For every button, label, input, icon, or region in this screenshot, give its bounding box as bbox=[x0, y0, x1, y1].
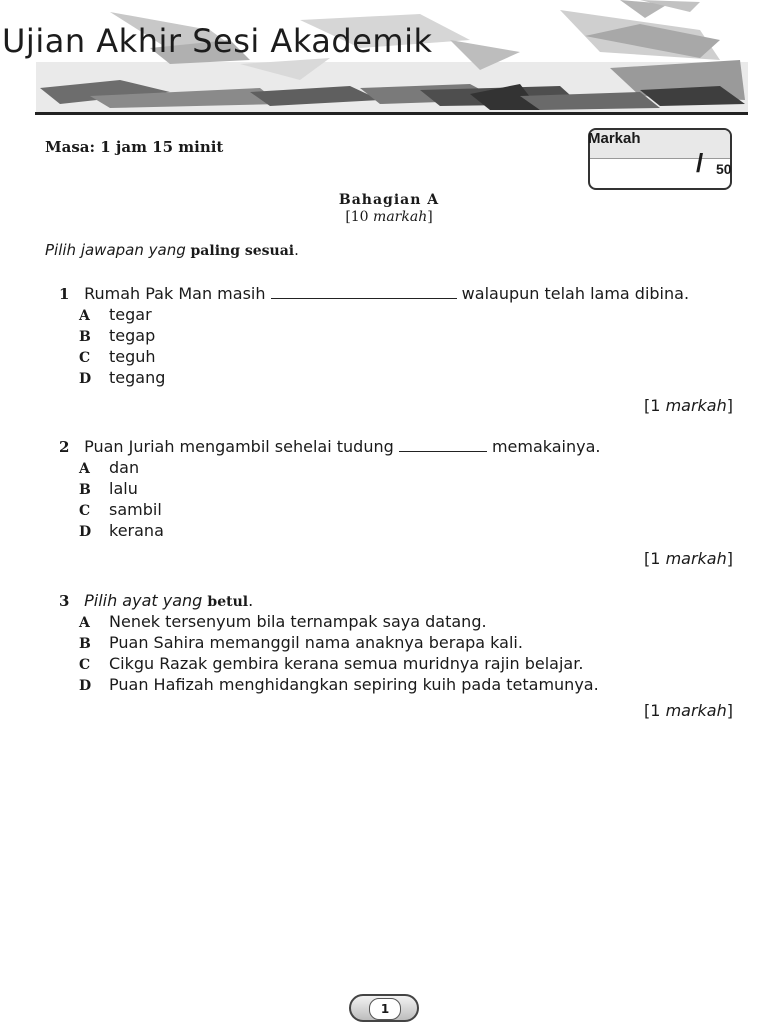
option-a[interactable]: A Nenek tersenyum bila ternampak saya datang. bbox=[79, 612, 487, 631]
section-marks: [10 markah] bbox=[345, 209, 433, 225]
section-heading bbox=[0, 192, 768, 225]
option-c[interactable]: C sambil bbox=[79, 500, 162, 519]
option-a[interactable]: A tegar bbox=[79, 305, 152, 324]
question-number: 2 bbox=[59, 438, 70, 456]
instruction-emphasis: paling sesuai bbox=[190, 243, 295, 259]
score-slash: / bbox=[696, 148, 704, 178]
score-total: 50 bbox=[716, 161, 732, 177]
option-a[interactable]: A dan bbox=[79, 458, 140, 477]
question-number: 1 bbox=[59, 285, 70, 303]
question-text-end: walaupun telah lama dibina. bbox=[461, 284, 690, 303]
question-emphasis: betul bbox=[207, 594, 249, 610]
question-text-end: memakainya. bbox=[491, 437, 601, 456]
option-c[interactable]: C teguh bbox=[79, 347, 156, 366]
page-header bbox=[0, 0, 768, 118]
question-marks: [1 markah] bbox=[644, 549, 733, 568]
option-d[interactable]: D tegang bbox=[79, 368, 166, 387]
option-b[interactable]: B lalu bbox=[79, 479, 138, 498]
option-c[interactable]: C Cikgu Razak gembira kerana semua muridnya rajin belajar. bbox=[79, 654, 584, 673]
section-title: Bahagian A bbox=[338, 192, 440, 208]
question-text: Rumah Pak Man masih bbox=[84, 284, 266, 303]
instruction: Pilih jawapan yang paling sesuai. bbox=[45, 241, 299, 259]
page-number-badge bbox=[349, 994, 419, 1022]
time-label: Masa bbox=[45, 138, 90, 156]
question-marks: [1 markah] bbox=[644, 701, 733, 720]
instruction-text: Pilih jawapan yang bbox=[45, 241, 186, 259]
answer-blank bbox=[399, 437, 487, 452]
question-stem bbox=[59, 591, 253, 610]
header-rule bbox=[35, 112, 748, 115]
page-title: Ujian Akhir Sesi Akademik bbox=[2, 22, 433, 60]
question-number: 3 bbox=[59, 592, 70, 610]
score-box bbox=[588, 128, 732, 190]
time-allowed: Masa: 1 jam 15 minit bbox=[45, 138, 224, 156]
option-d[interactable]: D kerana bbox=[79, 521, 164, 540]
time-value: 1 jam 15 minit bbox=[100, 138, 224, 156]
question-text-end: . bbox=[248, 591, 254, 610]
question-stem bbox=[59, 284, 689, 303]
question-text: Puan Juriah mengambil sehelai tudung bbox=[84, 437, 394, 456]
question-stem bbox=[59, 437, 601, 456]
score-label: Markah bbox=[588, 130, 641, 147]
question-marks: [1 markah] bbox=[644, 396, 733, 415]
option-d[interactable]: D Puan Hafizah menghidangkan sepiring kuih pada tetamunya. bbox=[79, 675, 599, 694]
page-number: 1 bbox=[369, 998, 401, 1020]
question-text: Pilih ayat yang bbox=[84, 591, 203, 610]
option-b[interactable]: B tegap bbox=[79, 326, 156, 345]
option-b[interactable]: B Puan Sahira memanggil nama anaknya berapa kali. bbox=[79, 633, 523, 652]
answer-blank bbox=[271, 284, 457, 299]
